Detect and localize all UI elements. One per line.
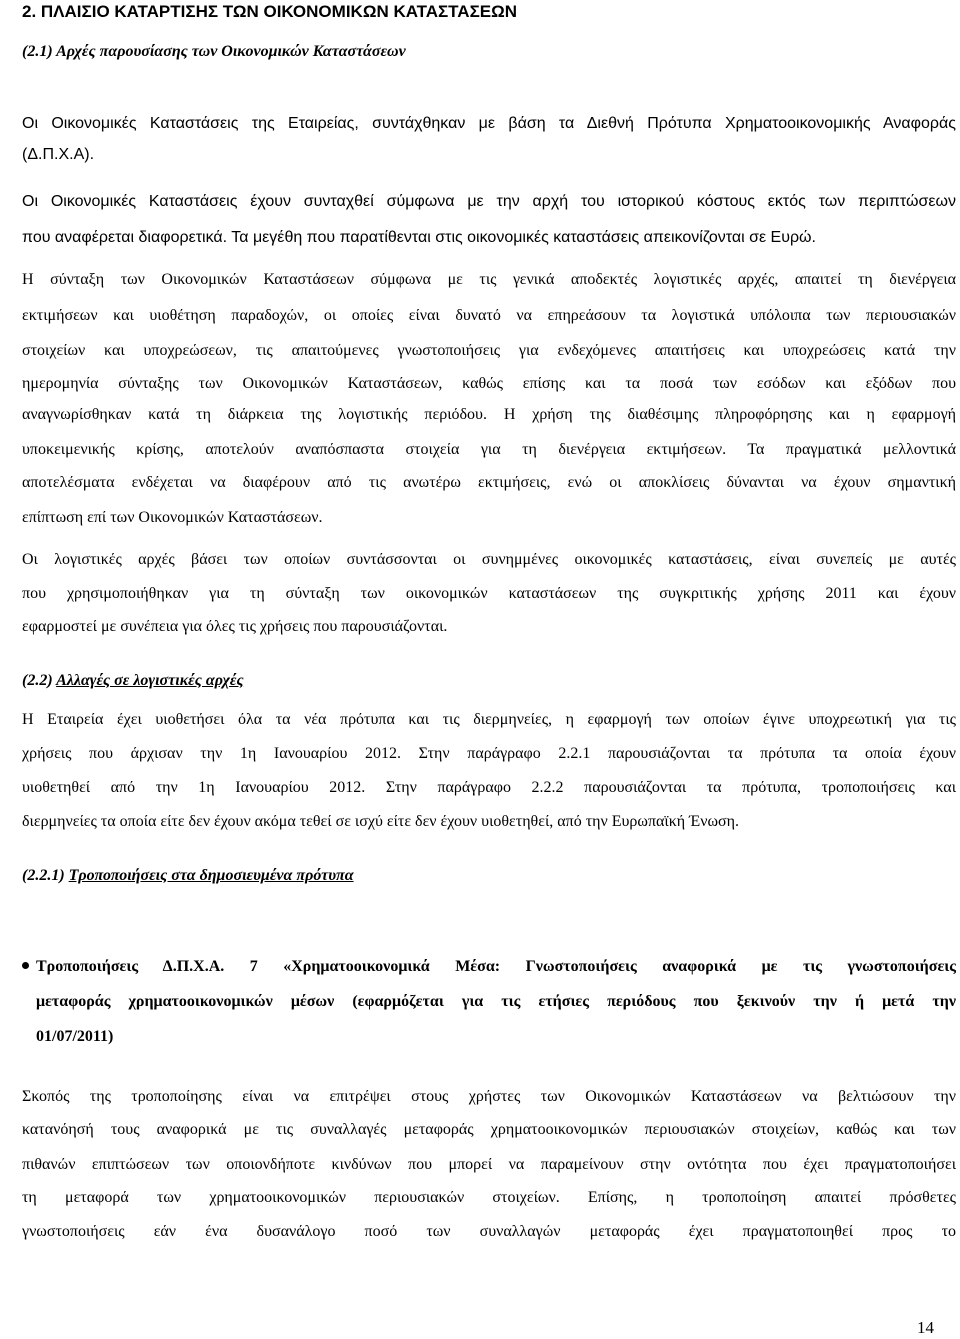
paragraph-line: κατανόησή τους αναφορικά με τις συναλλαγές μεταφοράς χρηματοοικονομικών περιουσιακών στοιχείων, καθώς και των: [22, 1121, 956, 1138]
paragraph-line: Οι Οικονομικές Καταστάσεις έχουν συνταχθεί σύμφωνα με την αρχή του ιστορικού κόστους εκτός των περιπτώσεων: [22, 193, 956, 210]
paragraph-line: ημερομηνία σύνταξης των Οικονομικών Καταστάσεων, καθώς επίσης και τα ποσά των εσόδων και εξόδων που: [22, 375, 956, 392]
bullet-icon: [22, 962, 29, 969]
subsection-2-2-1-title: [22, 866, 354, 886]
paragraph-line: εκτιμήσεων και υιοθέτηση παραδοχών, οι οποίες είναι δυνατό να επηρεάσουν τα λογιστικά υπόλοιπα των περιουσιακών: [22, 307, 956, 324]
paragraph-line: γνωστοποιήσεις εάν ένα δυσανάλογο ποσό των συναλλαγών μεταφοράς έχει πραγματοποιηθεί προς το: [22, 1223, 956, 1240]
paragraph-line: υιοθετηθεί από την 1η Ιανουαρίου 2012. Στην παράγραφο 2.2.2 παρουσιάζονται τα πρότυπα, τροποποιήσεις και: [22, 779, 956, 796]
paragraph-line: Η σύνταξη των Οικονομικών Καταστάσεων σύμφωνα με τις γενικά αποδεκτές λογιστικές αρχές, απαιτεί τη διενέργεια: [22, 271, 956, 288]
subsection-2-2-1-text: Τροποποιήσεις στα δημοσιευμένα πρότυπα: [68, 867, 354, 884]
subsection-2-2-number: (2.2): [22, 672, 57, 689]
paragraph-line: αναγνωρίσθηκαν κατά τη διάρκεια της λογιστικής περιόδου. Η χρήση της διαθέσιμης πληροφόρησης και η εφαρμογή: [22, 406, 956, 423]
paragraph-line: που χρησιμοποιήθηκαν για τη σύνταξη των οικονομικών καταστάσεων της συγκριτικής χρήσης 2011 και έχουν: [22, 585, 956, 602]
bullet-line: 01/07/2011): [36, 1028, 114, 1045]
paragraph-line: πιθανών επιπτώσεων των οποιονδήποτε κινδύνων που μπορεί να παραμείνουν στην οντότητα που έχει πραγματοποιήσει: [22, 1156, 956, 1173]
paragraph-line: αποτελέσματα ενδέχεται να διαφέρουν από τις ανωτέρω εκτιμήσεις, ενώ οι αποκλίσεις δύνανται να έχουν σημαντική: [22, 474, 956, 491]
subsection-2-1-title: (2.1) Αρχές παρουσίασης των Οικονομικών Καταστάσεων: [22, 43, 406, 60]
paragraph-line: στοιχείων και υποχρεώσεων, τις απαιτούμενες γνωστοποιήσεις για ενδεχόμενες απαιτήσεις και υποχρεώσεις κατά την: [22, 342, 956, 359]
paragraph-line: Οι Οικονομικές Καταστάσεις της Εταιρείας, συντάχθηκαν με βάση τα Διεθνή Πρότυπα Χρηματοοικονομικής Αναφοράς: [22, 115, 956, 132]
paragraph-line: Οι λογιστικές αρχές βάσει των οποίων συντάσσονται οι συνημμένες οικονομικές καταστάσεις, είναι συνεπείς με αυτές: [22, 551, 956, 568]
subsection-2-2-1-number: (2.2.1): [22, 867, 69, 884]
page-number: 14: [917, 1318, 934, 1337]
paragraph-line: εφαρμοστεί με συνέπεια για όλες τις χρήσεις που παρουσιάζονται.: [22, 618, 448, 635]
subsection-2-2-text: Αλλαγές σε λογιστικές αρχές: [56, 672, 244, 689]
paragraph-line: υποκειμενικής κρίσης, αποτελούν αναπόσπαστα στοιχεία για τη διενέργεια εκτιμήσεων. Τα πραγματικά μελλοντικά: [22, 441, 956, 458]
subsection-2-2-title: [22, 671, 244, 691]
paragraph-line: Η Εταιρεία έχει υιοθετήσει όλα τα νέα πρότυπα και τις διερμηνείες, η εφαρμογή των οποίων έγινε υποχρεωτική για τις: [22, 711, 956, 728]
paragraph-line: Σκοπός της τροποποίησης είναι να επιτρέψει στους χρήστες των Οικονομικών Καταστάσεων να βελτιώσουν την: [22, 1088, 956, 1105]
paragraph-line: που αναφέρεται διαφορετικά. Τα μεγέθη που παρατίθενται στις οικονομικές καταστάσεις απεικονίζονται σε Ευρώ.: [22, 229, 816, 246]
bullet-line: Τροποποιήσεις Δ.Π.Χ.Α. 7 «Χρηματοοικονομικά Μέσα: Γνωστοποιήσεις αναφορικά με τις γνωστοποιήσεις: [36, 958, 956, 975]
paragraph-line: χρήσεις που άρχισαν την 1η Ιανουαρίου 2012. Στην παράγραφο 2.2.1 παρουσιάζονται τα πρότυπα τα οποία έχουν: [22, 745, 956, 762]
paragraph-line: τη μεταφορά των χρηματοοικονομικών περιουσιακών στοιχείων. Επίσης, η τροποποίηση απαιτεί πρόσθετες: [22, 1189, 956, 1206]
paragraph-line: επίπτωση επί των Οικονομικών Καταστάσεων.: [22, 509, 323, 526]
bullet-line: μεταφοράς χρηματοοικονομικών μέσων (εφαρμόζεται για τις ετήσιες περιόδους που ξεκινούν την ή μετά την: [36, 993, 956, 1010]
paragraph-line: διερμηνείες τα οποία είτε δεν έχουν ακόμα τεθεί σε ισχύ είτε δεν έχουν υιοθετηθεί, από την Ευρωπαϊκή Ένωση.: [22, 813, 739, 830]
section-heading: 2. ΠΛΑΙΣΙΟ ΚΑΤΑΡΤΙΣΗΣ ΤΩΝ ΟΙΚΟΝΟΜΙΚΩΝ ΚΑΤΑΣΤΑΣΕΩΝ: [22, 2, 518, 21]
paragraph-line: (Δ.Π.Χ.Α).: [22, 146, 95, 163]
